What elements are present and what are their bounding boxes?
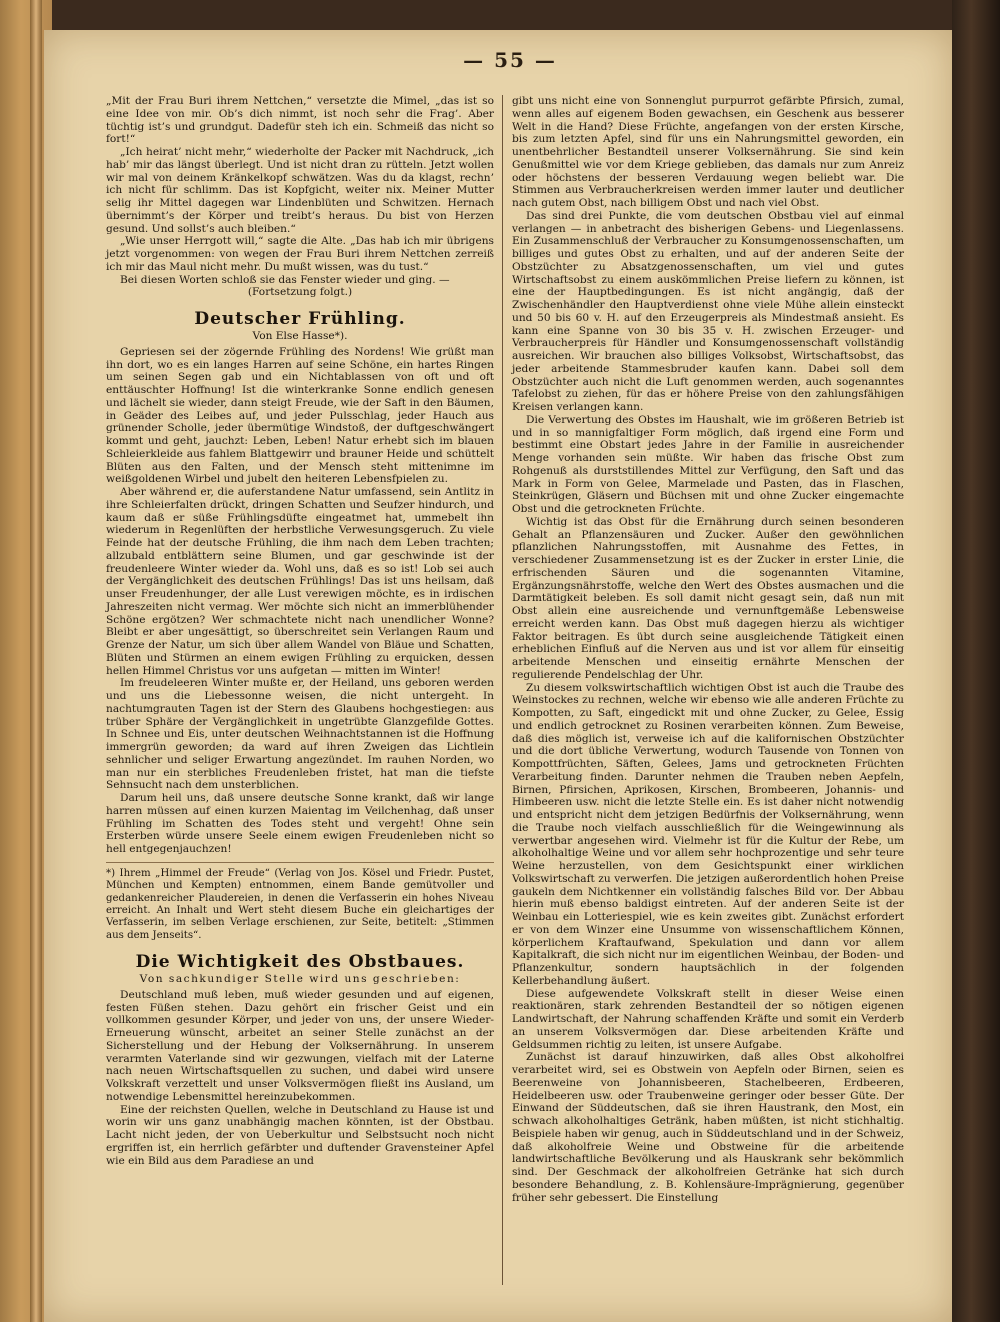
left-column [106,95,494,1167]
article-paragraph: Deutschland muß leben, muß wieder gesunden und auf eigenen, festen Füßen stehen. Dazu gehört ein frischer Geist und ein vollkommen gesunder Körper, und jeder von uns, der unsere Wieder-Erneuerung wünscht, arbeitet an seiner Stelle zunächst an der Sicherstellung und der Hebung der Volksernährung. In unserem verarmten Vaterlande sind wir gezwungen, vielfach mit der Laterne nach neuen Wirtschaftsquellen zu suchen, und dabei wird unsere Volkskraft verzettelt und unser Volksvermögen fließt ins Ausland, um notwendige Lebensmittel hereinzubekommen. [106,988,494,1103]
byline-hasse: Von Else Hasse*). [252,330,348,342]
essay-paragraph: Im freudeleeren Winter mußte er, der Heiland, uns geboren werden und uns die Liebessonne weisen, die nicht untergeht. In nachtumgrauten Tagen ist der Stern des Glaubens hochgestiegen: aus trüber Sphäre der Vergänglichkeit in ungetrübte Glanzgefilde Gottes. In Schnee und Eis, unter deutschen Weihnachtstannen ist die Hoffnung immergrün geworden; da ward auf ihren Zweigen das Lichtlein sehnlicher und seliger Erwartung angezündet. Im rauhen Norden, wo man nur ein sterbliches Freudenleben fristet, hat man die tiefste Sehnsucht nach dem unsterblichen. [106,677,494,792]
article-paragraph: Das sind drei Punkte, die vom deutschen Obstbau viel auf einmal verlangen — in anbetracht des bisherigen Gebens- und Liegenlassens. Ein Zusammenschluß der Verbraucher zu Konsumgenossenschaften, um billiges und gutes Obst zu erhalten, und auf der anderen Seite der Obstzüchter zu Absatzgenossenschaften, um viel und gutes Wirtschaftsobst zu einem auskömmlichen Preise liefern zu können, ist eine der Hauptbedingungen. Es ist nicht angängig, daß der Zwischenhändler den Hauptverdienst ohne viele Mühe allein einsteckt und 50 bis 60 v. H. auf den Erzeugerpreis als Mindestmaß ansieht. Es kann eine Spanne von 30 bis 35 v. H. zwischen Erzeuger- und Verbraucherpreis für Händler und Konsumgenossenschaft vollständig ausreichen. Wir brauchen also billiges Volksobst, Wirtschaftsobst, das jeder arbeitende Stammesbruder kaufen kann. Dabei soll dem Obstzüchter auch nicht die Luft genommen werden, auch sogenanntes Tafelobst zu ziehen, für das er höhere Preise von den zahlungsfähigen Kreisen verlangen kann. [512,209,904,413]
article-paragraph: Diese aufgewendete Volkskraft stellt in dieser Weise einen reaktionären, stark zehrenden Bestandteil der so nötigen eigenen Landwirtschaft, der Nahrung schaffenden Kräfte und somit ein Verderb an unserem Volksvermögen dar. Diese arbeitenden Kräfte und Geldsummen richtig zu leiten, ist unsere Aufgabe. [512,987,904,1051]
article-paragraph: Zunächst ist darauf hinzuwirken, daß alles Obst alkoholfrei verarbeitet wird, sei es Obstwein von Aepfeln oder Birnen, seien es Beerenweine von Johannisbeeren, Stachelbeeren, Erdbeeren, Heidelbeeren usw. oder Traubenweine geringer oder besser Güte. Der Einwand der Süddeutschen, daß sie ihren Haustrank, den Most, ein schwach alkoholhaltiges Getränk, haben müßten, ist nicht stichhaltig. Beispiele haben wir genug, auch in Süddeutschland und in der Schweiz, daß alkoholfreie Weine und Obstweine für die arbeitende landwirtschaftliche Bevölkerung und als Hauskrank sehr bekömmlich sind. Der Geschmack der alkoholfreien Getränke hat sich durch besondere Behandlung, z. B. Kohlensäure-Imprägnierung, gegenüber früher sehr gebessert. Die Einstellung [512,1051,904,1204]
footnote: *) Ihrem „Himmel der Freude“ (Verlag von Jos. Kösel und Friedr. Pustet, München und Kempten) entnommen, einem Bande gemütvoller und gedankenreicher Plaudereien, in denen die Verfasserin ein hohes Niveau erreicht. An Inhalt und Wert steht diesem Buche ein gleichartiges der Verfasserin, im selben Verlage erschienen, zur Seite, betitelt: „Stimmen aus dem Jenseits“. [106,862,494,942]
story-paragraph: Bei diesen Worten schloß sie das Fenster wieder und ging. — [120,273,450,286]
essay-paragraph: Aber während er, die auferstandene Natur umfassend, sein Antlitz in ihre Schleierfalten drückt, dringen Schatten und Seufzer hindurch, und kaum daß er süße Frühlingsdüfte eingeatmet hat, ummebelt ihn wiederum in Regenlüften der herbstliche Verwesungsgeruch. Zu viele Feinde hat der deutsche Frühling, die ihm nach dem Leben trachten; allzubald entblättern seine Blumen, und gar geschwinde ist der freudenleere Winter wieder da. Wohl uns, daß es so ist! Lob sei auch der Vergänglichkeit des deutschen Frühlings! Das ist uns heilsam, daß unser Freudenhunger, der alle Lust verewigen möchte, es in irdischen Jahreszeiten nicht vermag. Wer möchte sich nicht an immerblühender Schöne ergötzen? Wer schmachtete nicht nach unendlicher Wonne? Bleibt er aber ungesättigt, so überschreitet sein Verlangen Raum und Grenze der Natur, um sich über allem Wandel von Bläue und Schatten, Blüten und Stürmen an einem ewigen Frühling zu erquicken, dessen hellen Himmel Christus vor uns aufgetan — mitten im Winter! [106,486,494,677]
essay-paragraph: Darum heil uns, daß unsere deutsche Sonne krankt, daß wir lange harren müssen auf einen kurzen Maientag im Veilchenhag, daß unser Frühling im Schatten des Todes steht und vergeht! Ohne sein Ersterben würde unsere Seele einem ewigen Freudenleben nicht so hell entgegenjauchzen! [106,792,494,855]
article-paragraph: Eine der reichsten Quellen, welche in Deutschland zu Hause ist und worin wir uns ganz unabhängig machen könnten, ist der Obstbau. Lacht nicht jeden, der von Ueberkultur und Selbstsucht noch nicht ergriffen ist, ein herrlich gefärbter und duftender Gravensteiner Apfel wie ein Bild aus dem Paradiese an und [106,1103,494,1167]
book-cover-edge [952,0,1000,1322]
story-paragraph: „Mit der Frau Buri ihrem Nettchen,“ versetzte die Mimel, „das ist so eine Idee von mir. Ob’s dich nimmt, ist noch sehr die Frag’. Aber tüchtig ist’s und grundgut. Dadefür steh ich ein. Schmeiß das nicht so fort!“ [106,95,494,146]
column-divider [502,95,503,1285]
byline-article: Von sachkundiger Stelle wird uns geschrieben: [139,973,461,986]
essay-paragraph: Gepriesen sei der zögernde Frühling des Nordens! Wie grüßt man ihn dort, wo es ein langes Harren auf seine Schöne, ein hartes Ringen um seinen Segen gab und ein Nichtablassen von oft und oft enttäuschter Hoffnung! Ist die winterkranke Sonne endlich genesen und lächelt sie wieder, dann steigt Freude, wie der Saft in den Bäumen, in Geäder des Leibes auf, und jeder Pulsschlag, jeder Hauch aus grünender Scholle, jeder übermütige Windstoß, der duftgeschwängert kommt und geht, jauchzt: Leben, Leben! Natur erhebt sich im blauen Schleierkleide aus fahlem Blattgewirr und brauner Heide und schüttelt Blüten aus den Falten, und der Mensch steht mittenimne im weißgoldenen Wirbel und jubelt den heiteren Lebensfpielen zu. [106,345,494,486]
binding-edge [30,0,42,1322]
article-paragraph: Wichtig ist das Obst für die Ernährung durch seinen besonderen Gehalt an Pflanzensäuren und Zucker. Außer den gewöhnlichen pflanzlichen Nahrungsstoffen, mit Ausnahme des Fettes, in verschiedener Zusammensetzung ist es der Zucker in erster Linie, die erfrischenden Säuren und die sogenannten Vitamine, Ergänzungsnährstoffe, welche den Wert des Obstes ausmachen und die Darmtätigkeit beleben. Es soll damit nicht gesagt sein, daß nun mit Obst allein eine ausreichende und vernunftgemäße Lebensweise erreicht werden kann. Das Obst muß dagegen hierzu als wichtiger Faktor beitragen. Es übt durch seine ausgleichende Tätigkeit einen erheblichen Einfluß auf die Nerven aus und ist vor allem für einseitig arbeitende Menschen und einseitig ernährte Menschen der regulierende Pendelschlag der Uhr. [512,515,904,681]
article-paragraph: Die Verwertung des Obstes im Haushalt, wie im größeren Betrieb ist und in so mannigfaltiger Form möglich, daß irgend eine Form und bestimmt eine Obstart jedes Jahre in der Familie in ausreichender Menge vorhanden sein müßte. Wir haben das frische Obst zum Rohgenuß als durststillendes Mittel zur Verfügung, den Saft und das Mark in Form von Gelee, Marmelade und Pasten, das in Flaschen, Steinkrügen, Gläsern und Büchsen mit und ohne Zucker eingemachte Obst und die getrockneten Früchte. [512,413,904,515]
page-number: — 55 — [463,48,557,72]
story-paragraph: „Wie unser Herrgott will,“ sagte die Alte. „Das hab ich mir übrigens jetzt vorgenommen: von wegen der Frau Buri ihrem Nettchen zerreiß ich mir das Maul nicht mehr. Du mußt wissen, was du tust.“ [106,235,494,273]
article-paragraph: Zu diesem volkswirtschaftlich wichtigen Obst ist auch die Traube des Weinstockes zu rechnen, welche wir ebenso wie alle anderen Früchte zu Kompotten, zu Saft, eingedickt mit und ohne Zucker, zu Gelee, Essig und endlich getrocknet zu Rosinen verarbeiten können. Zum Beweise, daß dies möglich ist, verweise ich auf die kalifornischen Obstzüchter und die dort übliche Verwertung, wodurch Tausende von Tonnen von Kompottfrüchten, Säften, Gelees, Jams und getrockneten Früchten Verarbeitung finden. Darunter nehmen die Trauben neben Aepfeln, Birnen, Pfirsichen, Aprikosen, Kirschen, Brombeeren, Johannis- und Himbeeren usw. nicht die letzte Stelle ein. Es ist daher nicht notwendig und entspricht nicht dem jetzigen Bedürfnis der Volksernährung, wenn die Traube noch vielfach ausschließlich für die Weingewinnung als verwertbar angesehen wird. Vielmehr ist für die Kultur der Rebe, um alkoholhaltige Weine und vor allem sehr hochprozentige und sehr teure Weine herzustellen, von dem Gesichtspunkt einer wirklichen Volkswirtschaft zu verwerfen. Die jetzigen außerordentlich hohen Preise gaukeln dem Nichtkenner ein vollständig falsches Bild vor. Der Abbau hierin muß ebenso baldigst eintreten. Auf der anderen Seite ist der Weinbau ein Lotteriespiel, wie es kein zweites gibt. Zunächst erfordert er von dem Winzer eine Unsumme von wissenschaftlichem Können, körperlichem Kraftaufwand, Spekulation und dann vor allem Kapitalkraft, die sich nicht nur im eigentlichen Weinbau, der Boden- und Pflanzenkultur, sondern hauptsächlich in der folgenden Kellerbehandlung äußert. [512,681,904,987]
article-paragraph: gibt uns nicht eine von Sonnenglut purpurrot gefärbte Pfirsich, zumal, wenn alles auf eigenem Boden gewachsen, ein Geschenk aus besserer Welt in die Hand? Diese Früchte, angefangen von der ersten Kirsche, bis zum letzten Apfel, sind für uns ein Nahrungsmittel geworden, ein unentbehrlicher Bestandteil unserer Volksernährung. Sie sind kein Genußmittel wie vor dem Kriege geblieben, das damals nur zum Anreiz oder höchstens der besseren Verdauung wegen beliebt war. Die Stimmen aus Verbraucherkreisen werden immer lauter und deutlicher nach gutem Obst, nach billigem Obst und nach viel Obst. [512,95,904,209]
section-title-fruehling: Deutscher Frühling. [194,309,406,329]
continuation-note: (Fortsetzung folgt.) [247,286,353,299]
section-title-obstbau: Die Wichtigkeit des Obstbaues. [135,952,465,973]
right-column [512,95,904,1204]
story-paragraph: „Ich heirat’ nicht mehr,“ wiederholte der Packer mit Nachdruck, „ich hab’ mir das längst überlegt. Und ist nicht dran zu rütteln. Jetzt wollen wir mal von deinem Kränkelkopf schwätzen. Was du da klagst, rechn’ ich nicht für schlimm. Das ist Kopfgicht, weiter nix. Meiner Mutter selig ihr Mittel dagegen war Lindenblüten und Schwitzen. Hernach übernimmt’s der Körper und treibt’s heraus. Du bist von Herzen gesund. Und sollst’s auch bleiben.“ [106,146,494,235]
